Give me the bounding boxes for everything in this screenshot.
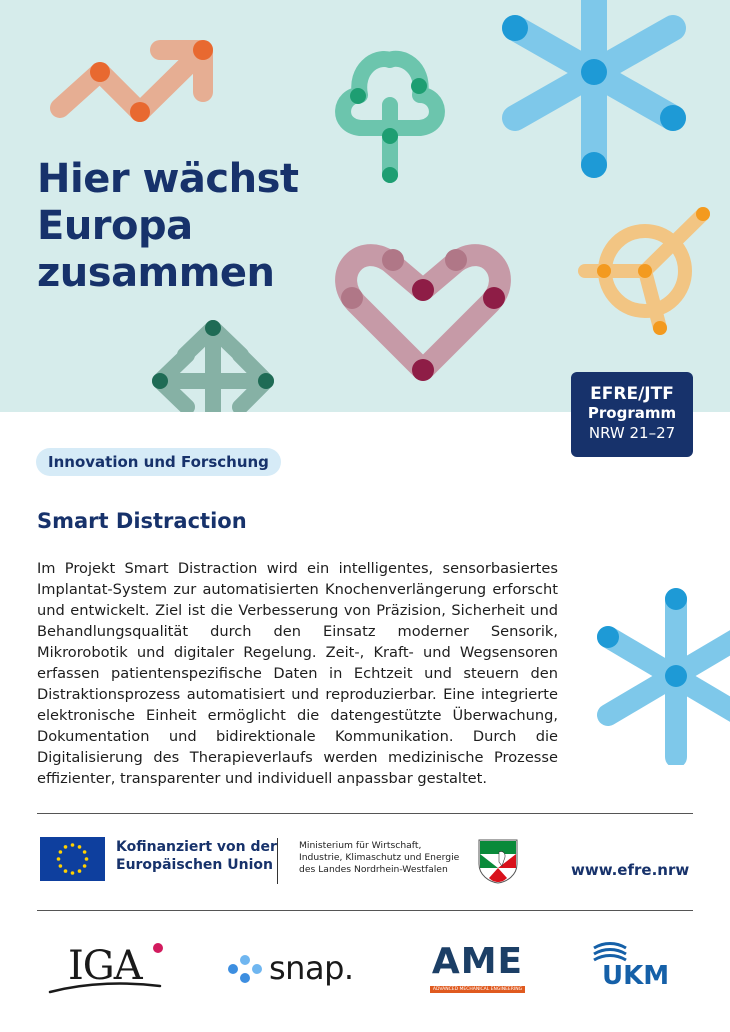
- category-tag: Innovation und Forschung: [36, 448, 281, 476]
- ukm-logo: [590, 942, 670, 994]
- vertical-divider: [277, 838, 278, 884]
- snap-logo: [225, 948, 375, 990]
- growth-arrow-icon: [60, 40, 213, 122]
- project-description: Im Projekt Smart Distraction wird ein intelligentes, sensorbasiertes Implantat-System zur automatisierten Knochenverlängerung erforscht und entwickelt. Ziel ist die Verbesserung von Präzision, Sicherheit und Behandlungsqualität durch den Einsatz moderner Sensorik, Mikrorobotik und digitaler Regelung. Zeit-, Kraft- und Wegsensoren erfassen patientenspezifische Daten in Echtzeit und steuern den Distraktionsprozess automatisiert und reproduzierbar. Eine integrierte elektronische Einheit ermöglicht die datengestützte Überwachung, Dokumentation und bidirektionale Kommunikation. Durch die Digitalisierung des Therapieverlaufs werden medizinische Prozesse effizienter, transparenter und individuell anpassbar gestaltet.: [37, 560, 558, 787]
- headline-line: zusammen: [37, 250, 275, 296]
- ukm-logo-mark-icon: [590, 942, 630, 962]
- headline-line: Europa: [37, 203, 193, 249]
- project-title: Smart Distraction: [37, 509, 247, 533]
- iga-logo-text: IGA: [68, 943, 142, 989]
- nrw-crest-icon: [477, 838, 519, 884]
- asterisk-icon: [590, 585, 730, 765]
- asterisk-icon: [502, 0, 686, 178]
- iga-logo-mark-icon: [48, 938, 168, 998]
- program-badge-line2: Programm: [587, 404, 677, 422]
- hero-section: [0, 0, 730, 412]
- three-way-arrow-icon: [152, 320, 274, 412]
- ministry-line: des Landes Nordrhein-Westfalen: [299, 864, 448, 875]
- website-link[interactable]: www.efre.nrw: [571, 861, 690, 879]
- program-badge: [571, 372, 693, 457]
- divider: [37, 910, 693, 911]
- ame-logo-tagline: ADVANCED MECHANICAL ENGINEERING: [430, 986, 525, 993]
- hero-headline: [37, 156, 299, 297]
- ministry-line: Ministerium für Wirtschaft,: [299, 840, 422, 851]
- eu-line: Europäischen Union: [116, 857, 273, 873]
- ministry-label: [299, 840, 474, 876]
- program-badge-line3: NRW 21–27: [588, 424, 676, 442]
- snap-logo-text: snap.: [269, 949, 354, 987]
- headline-line: Hier wächst: [37, 156, 299, 202]
- ame-logo: [430, 940, 525, 996]
- heart-icon: [341, 249, 505, 381]
- ukm-logo-text: UKM: [602, 961, 670, 991]
- sun-circle-icon: [585, 207, 710, 335]
- ministry-line: Industrie, Klimaschutz und Energie: [299, 852, 460, 863]
- eu-line: Kofinanziert von der: [116, 839, 277, 855]
- ame-logo-text: AME: [431, 941, 524, 982]
- program-badge-line1: EFRE/JTF: [590, 384, 674, 404]
- eu-flag-icon: [40, 837, 105, 881]
- iga-logo: [48, 938, 168, 998]
- eu-cofunding-label: [116, 838, 277, 874]
- divider: [37, 813, 693, 814]
- tree-icon: [343, 59, 437, 183]
- snap-logo-mark-icon: [225, 952, 265, 986]
